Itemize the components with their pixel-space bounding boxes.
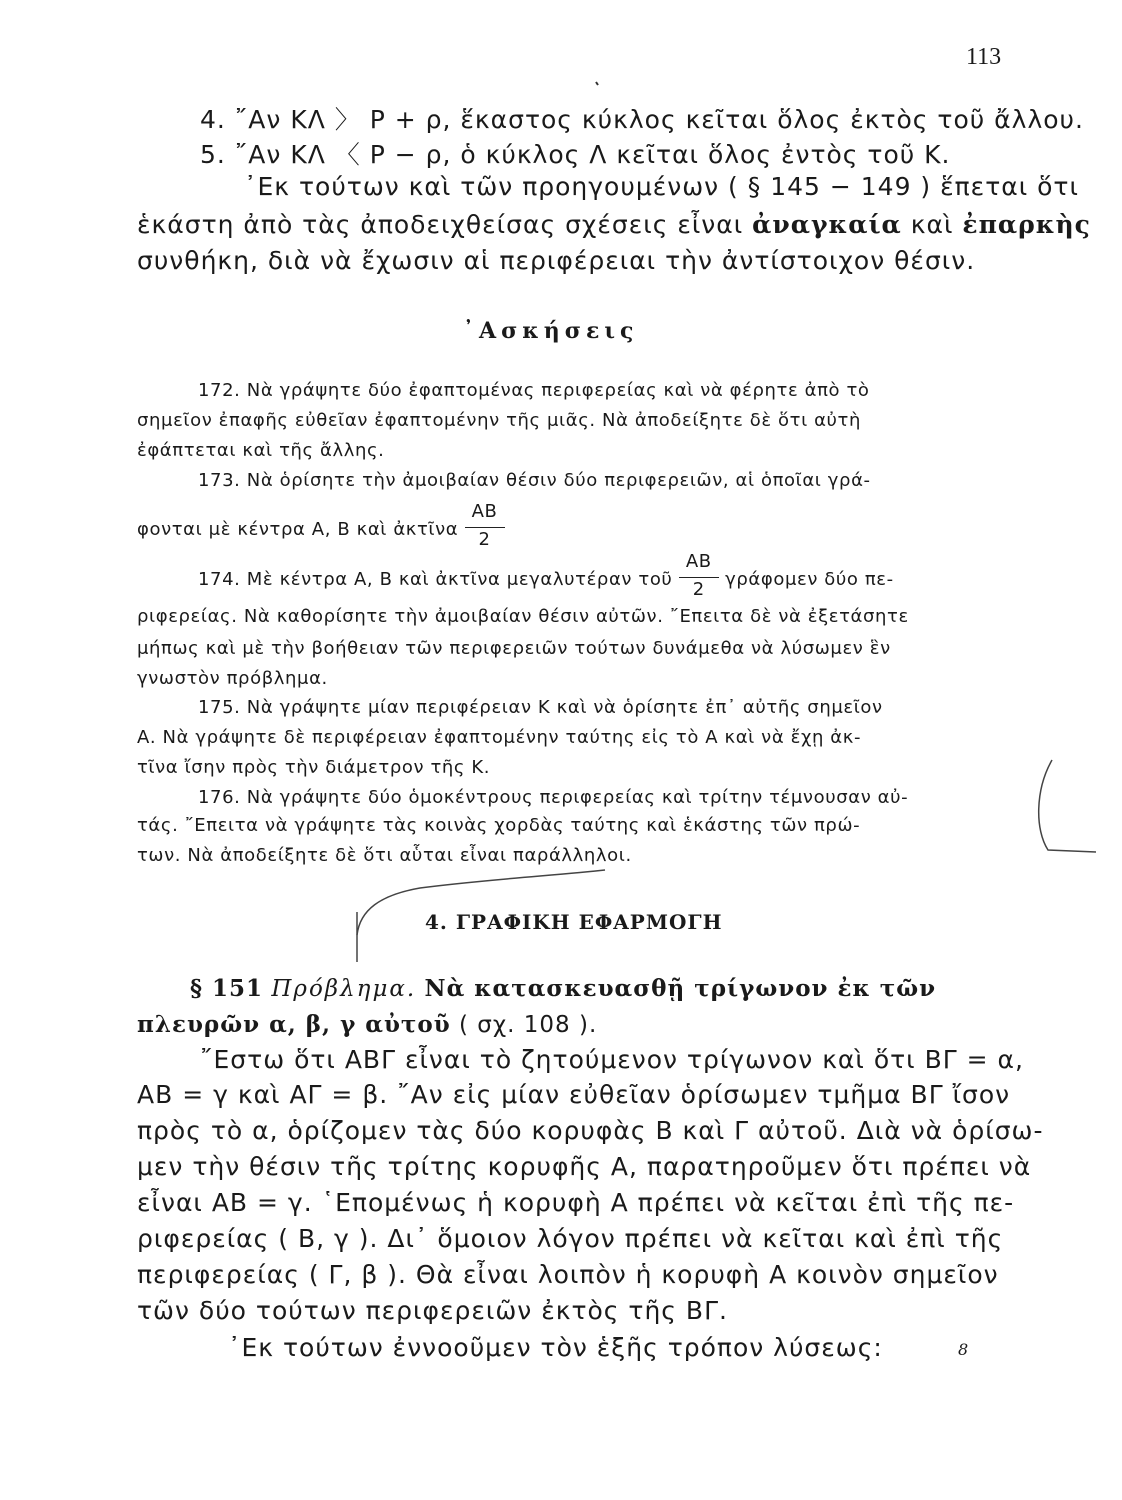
exercise-172-line-3: ἐφάπτεται καὶ τῆς ἄλλης.: [137, 440, 385, 461]
body-line-7: περιφερείας ( Γ, β ). Θὰ εἶναι λοιπὸν ἡ κορυφὴ Α κοινὸν σημεῖον: [137, 1260, 999, 1289]
body-line-1: ῎Εστω ὅτι ΑΒΓ εἶναι τὸ ζητούμενον τρίγωνον καὶ ὅτι ΒΓ = α,: [200, 1045, 1024, 1074]
problem-statement-1: Νὰ κατασκευασθῇ τρίγωνον ἐκ τῶν: [424, 975, 937, 1002]
body-line-3: πρὸς τὸ α, ὁρίζομεν τὰς δύο κορυφὰς Β καὶ Γ αὐτοῦ. Διὰ νὰ ὁρίσω-: [137, 1116, 1044, 1145]
problem-number: § 151: [190, 975, 264, 1002]
exercise-175-line-2: Α. Νὰ γράψητε δὲ περιφέρειαν ἐφαπτομένην ταύτης εἰς τὸ Α καὶ νὰ ἔχῃ ἀκ-: [137, 727, 862, 748]
exercise-173-line-1: 173. Νὰ ὁρίσητε τὴν ἀμοιβαίαν θέσιν δύο περιφερειῶν, αἱ ὁποῖαι γρά-: [198, 470, 871, 491]
pen-mark-bracket: [1039, 760, 1096, 852]
exercises-heading: ᾿Ασκήσεις: [463, 318, 639, 344]
exercise-176-line-1: 176. Νὰ γράψητε δύο ὁμοκέντρους περιφερείας καὶ τρίτην τέμνουσαν αὐ-: [198, 787, 909, 808]
exercise-175-line-3: τῖνα ἴσην πρὸς τὴν διάμετρον τῆς Κ.: [137, 757, 491, 778]
page-number: 113: [966, 44, 1002, 70]
body-line-8: τῶν δύο τούτων περιφερειῶν ἐκτὸς τῆς ΒΓ.: [137, 1296, 728, 1325]
exercise-176-line-2: τάς. ῎Επειτα νὰ γράψητε τὰς κοινὰς χορδὰς ταύτης καὶ ἑκάστης τῶν πρώ-: [137, 815, 861, 836]
figure-reference: ( σχ. 108 ).: [459, 1012, 598, 1038]
body-line-9: ᾿Εκ τούτων ἐννοοῦμεν τὸν ἑξῆς τρόπον λύσεως:: [228, 1333, 883, 1362]
signature-mark: 8: [958, 1340, 969, 1359]
fraction-denominator: 2: [692, 579, 705, 600]
intro-line-4: 4. ῎Αν ΚΛ 〉 Ρ + ρ, ἕκαστος κύκλος κεῖται ὅλος ἐκτὸς τοῦ ἄλλου.: [200, 105, 1084, 134]
section-title: 4. ΓΡΑΦΙΚΗ ΕΦΑΡΜΟΓΗ: [425, 910, 723, 934]
intro-line-5: 5. ῎Αν ΚΛ 〈 Ρ − ρ, ὁ κύκλος Λ κεῖται ὅλος ἐντὸς τοῦ Κ.: [200, 140, 951, 169]
exercise-174-line-4: γνωστὸν πρόβλημα.: [137, 668, 328, 689]
body-line-2: ΑΒ = γ καὶ ΑΓ = β. ῎Αν εἰς μίαν εὐθεῖαν ὁρίσωμεν τμῆμα ΒΓ ἴσον: [137, 1080, 1011, 1109]
exercise-174-line-2: ριφερείας. Νὰ καθορίσητε τὴν ἀμοιβαίαν θέσιν αὐτῶν. ῎Επειτα δὲ νὰ ἐξετάσητε: [137, 606, 909, 627]
fraction-denominator: 2: [478, 529, 491, 550]
exercise-172-line-2: σημεῖον ἐπαφῆς εὐθεῖαν ἐφαπτομένην τῆς μιᾶς. Νὰ ἀποδείξητε δὲ ὅτι αὐτὴ: [137, 410, 862, 431]
exercise-174-line-3: μήπως καὶ μὲ τὴν βοήθειαν τῶν περιφερειῶν τούτων δυνάμεθα νὰ λύσωμεν ἓν: [137, 638, 891, 659]
exercise-176-line-3: των. Νὰ ἀποδείξητε δὲ ὅτι αὗται εἶναι παράλληλοι.: [137, 845, 632, 866]
intro-line-relations-text: ἑκάστη ἀπὸ τὰς ἀποδειχθείσας σχέσεις εἶναι: [137, 210, 744, 239]
exercise-174-line-1-text: 174. Μὲ κέντρα Α, Β καὶ ἀκτῖνα μεγαλυτέραν τοῦ: [198, 569, 673, 590]
intro-line-conclusion: ᾿Εκ τούτων καὶ τῶν προηγουμένων ( § 145 − 149 ) ἕπεται ὅτι: [244, 172, 1079, 201]
problem-label: Πρόβλημα.: [271, 976, 417, 1002]
pen-mark-top-dot: [596, 82, 598, 85]
exercise-174-line-1-tail: γράφομεν δύο πε-: [725, 569, 894, 590]
body-line-6: ριφερείας ( Β, γ ). Δι᾿ ὅμοιον λόγον πρέπει νὰ κεῖται καὶ ἐπὶ τῆς: [137, 1224, 1004, 1253]
pen-mark-section-stroke: [357, 870, 605, 935]
intro-word-and: καὶ: [910, 210, 954, 239]
intro-line-condition: συνθήκη, διὰ νὰ ἔχωσιν αἱ περιφέρειαι τὴν ἀντίστοιχον θέσιν.: [137, 246, 976, 275]
exercise-172-line-1: 172. Νὰ γράψητε δύο ἐφαπτομένας περιφερείας καὶ νὰ φέρητε ἀπὸ τὸ: [198, 380, 870, 401]
problem-statement-2: πλευρῶν α, β, γ αὐτοῦ: [137, 1011, 451, 1038]
term-sufficient: ἐπαρκὴς: [962, 210, 1091, 239]
body-line-4: μεν τὴν θέσιν τῆς τρίτης κορυφῆς Α, παρατηροῦμεν ὅτι πρέπει νὰ: [137, 1152, 1032, 1181]
exercise-173-line-2-text: φονται μὲ κέντρα Α, Β καὶ ἀκτῖνα: [137, 519, 459, 540]
term-necessary: ἀναγκαία: [752, 210, 902, 239]
fraction-numerator: ΑΒ: [685, 551, 712, 572]
exercise-175-line-1: 175. Νὰ γράψητε μίαν περιφέρειαν Κ καὶ νὰ ὁρίσητε ἐπ᾿ αὐτῆς σημεῖον: [198, 697, 883, 718]
fraction-numerator: ΑΒ: [471, 501, 498, 522]
body-line-5: εἶναι ΑΒ = γ. ῾Επομένως ἡ κορυφὴ Α πρέπει νὰ κεῖται ἐπὶ τῆς πε-: [137, 1188, 1015, 1217]
